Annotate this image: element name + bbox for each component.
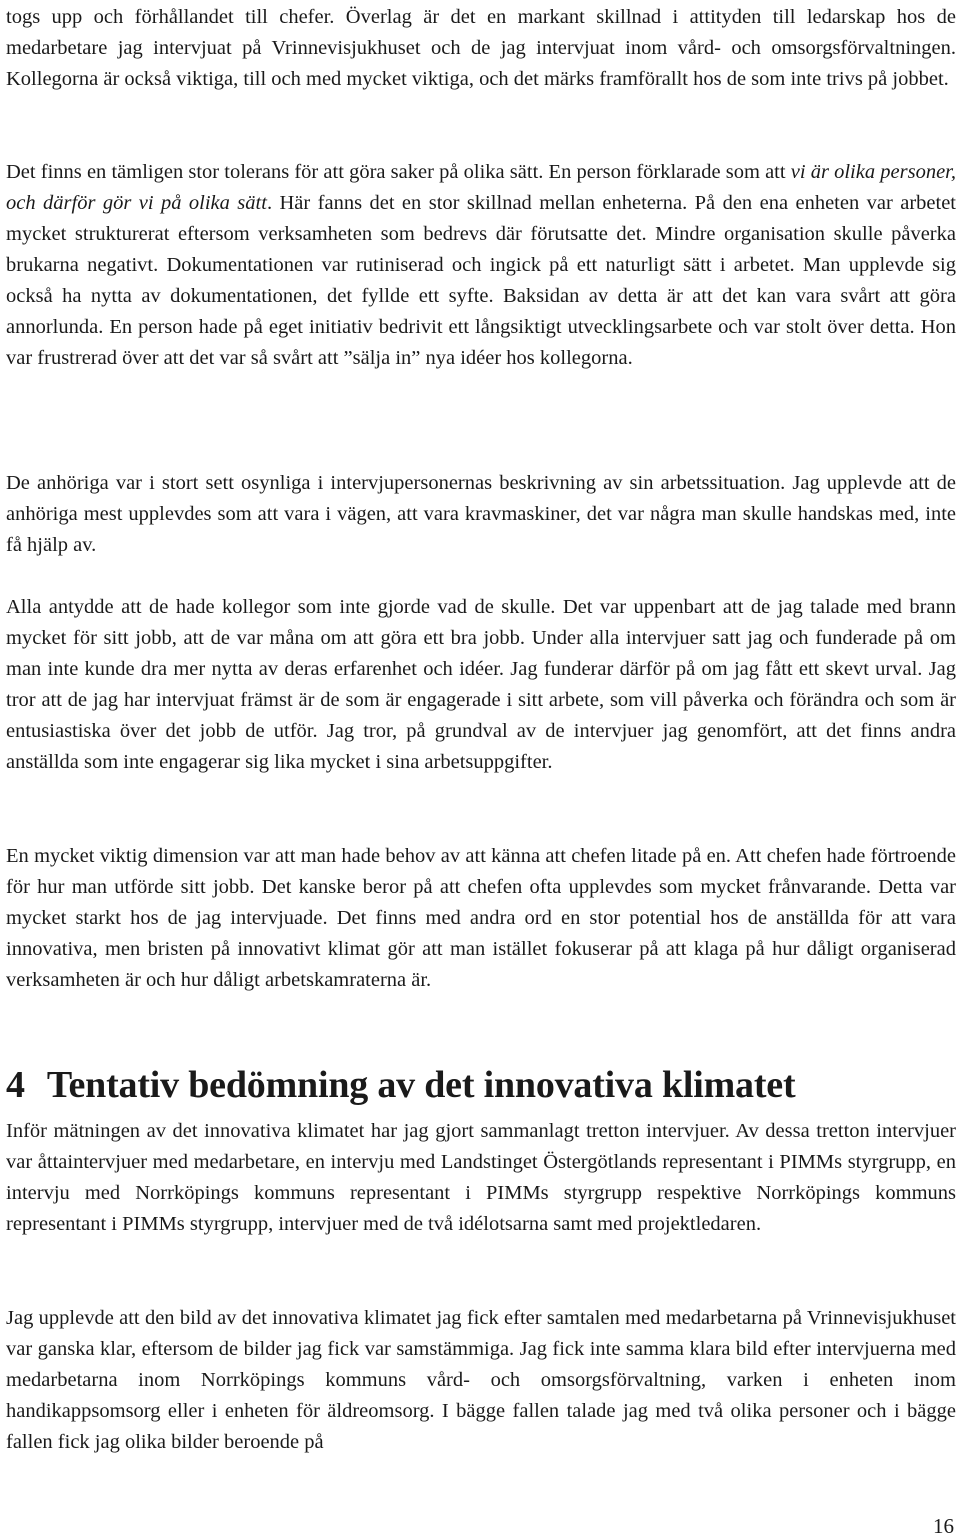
section-title: Tentativ bedömning av det innovativa klimatet [46,1064,796,1106]
text-run: En mycket viktig dimension var att man hade behov av att känna att chefen litade på en. Att chefen hade förtroende för hur man utförde sitt jobb. Det kanske beror på att chefen ofta upplevdes som mycket frånvarande. Detta var mycket starkt hos de jag intervjuade. Det finns med andra ord en stor potential hos de anställda för att vara innovativa, men bristen på innovativt klimat gör att man istället fokuserar på att klaga på hur dåligt organiserad verksamheten är och hur dåligt arbetskamraterna är. [6,845,956,991]
paragraph-2 [6,157,956,374]
paragraph-1 [6,2,956,95]
page-number: 16 [933,1514,954,1538]
text-run: Inför mätningen av det innovativa klimatet har jag gjort sammanlagt tretton intervjuer. Av dessa tretton intervjuer var åttaintervjuer med medarbetare, en intervju med Landstinget Östergötlands representant i PIMMs styrgrupp, en intervju med Norrköpings kommuns representant i PIMMs styrgrupp respektive Norrköpings kommuns representant i PIMMs styrgrupp, intervjuer med de två idélotsarna samt med projektledaren. [6,1120,956,1235]
text-run: De anhöriga var i stort sett osynliga i intervjupersonernas beskrivning av sin arbetssituation. Jag upplevde att de anhöriga mest upplevdes som att vara i vägen, att vara kravmaskiner, det var några man skulle handskas med, inte få hjälp av. [6,472,956,556]
italic-quote: vi är olika personer, och därför gör vi på olika sätt [6,161,956,214]
paragraph-5 [6,841,956,996]
text-run: togs upp och förhållandet till chefer. Överlag är det en markant skillnad i attityden till ledarskap hos de medarbetare jag intervjuat på Vrinnevisjukhuset och de jag intervjuat inom vård- och omsorgsförvaltningen. Kollegorna är också viktiga, till och med mycket viktiga, och det märks framförallt hos de som inte trivs på jobbet. [6,6,956,90]
text-run: Alla antydde att de hade kollegor som inte gjorde vad de skulle. Det var uppenbart att de jag talade med brann mycket för sitt jobb, att de var måna om att göra ett bra jobb. Under alla intervjuer satt jag och funderade på om man inte kunde dra mer nytta av deras erfarenhet och idéer. Jag funderar därför på om jag fått ett skevt urval. Jag tror att de jag har intervjuat främst är de som är engagerade i sitt arbete, som vill påverka och förändra och som är entusiastiska över det jobb de utför. Jag tror, på grundval av de intervjuer jag genomfört, att det finns andra anställda som inte engagerar sig lika mycket i sina arbetsuppgifter. [6,596,956,773]
text-run: . Här fanns det en stor skillnad mellan enheterna. På den ena enheten var arbetet mycket strukturerat eftersom verksamheten som bedrevs där förutsatte det. Mindre organisation skulle påverka brukarna negativt. Dokumentationen var rutiniserad och ingick på ett naturligt sätt i arbetet. Man upplevde sig också ha nytta av dokumentationen, det fyllde ett syfte. Baksidan av detta är att det kan vara svårt att göra annorlunda. En person hade på eget initiativ bedrivit ett långsiktigt utvecklingsarbete och var stolt över detta. Hon var frustrerad över att det var så svårt att ”sälja in” nya idéer hos kollegorna. [6,192,956,369]
section-heading [6,1062,795,1108]
paragraph-6 [6,1116,956,1240]
paragraph-4 [6,592,956,778]
paragraph-3 [6,468,956,561]
paragraph-7 [6,1303,956,1458]
text-run: Det finns en tämligen stor tolerans för att göra saker på olika sätt. En person förklarade som att [6,161,791,183]
section-number: 4 [6,1064,25,1106]
text-run: Jag upplevde att den bild av det innovativa klimatet jag fick efter samtalen med medarbetarna på Vrinnevisjukhuset var ganska klar, eftersom de bilder jag fick var samstämmiga. Jag fick inte samma klara bild efter intervjuerna med medarbetarna inom Norrköpings kommuns vård- och omsorgsförvaltning, varken i enheten inom handikappsomsorg eller i enheten för äldreomsorg. I bägge fallen talade jag med två olika personer och i bägge fallen fick jag olika bilder beroende på [6,1307,956,1453]
